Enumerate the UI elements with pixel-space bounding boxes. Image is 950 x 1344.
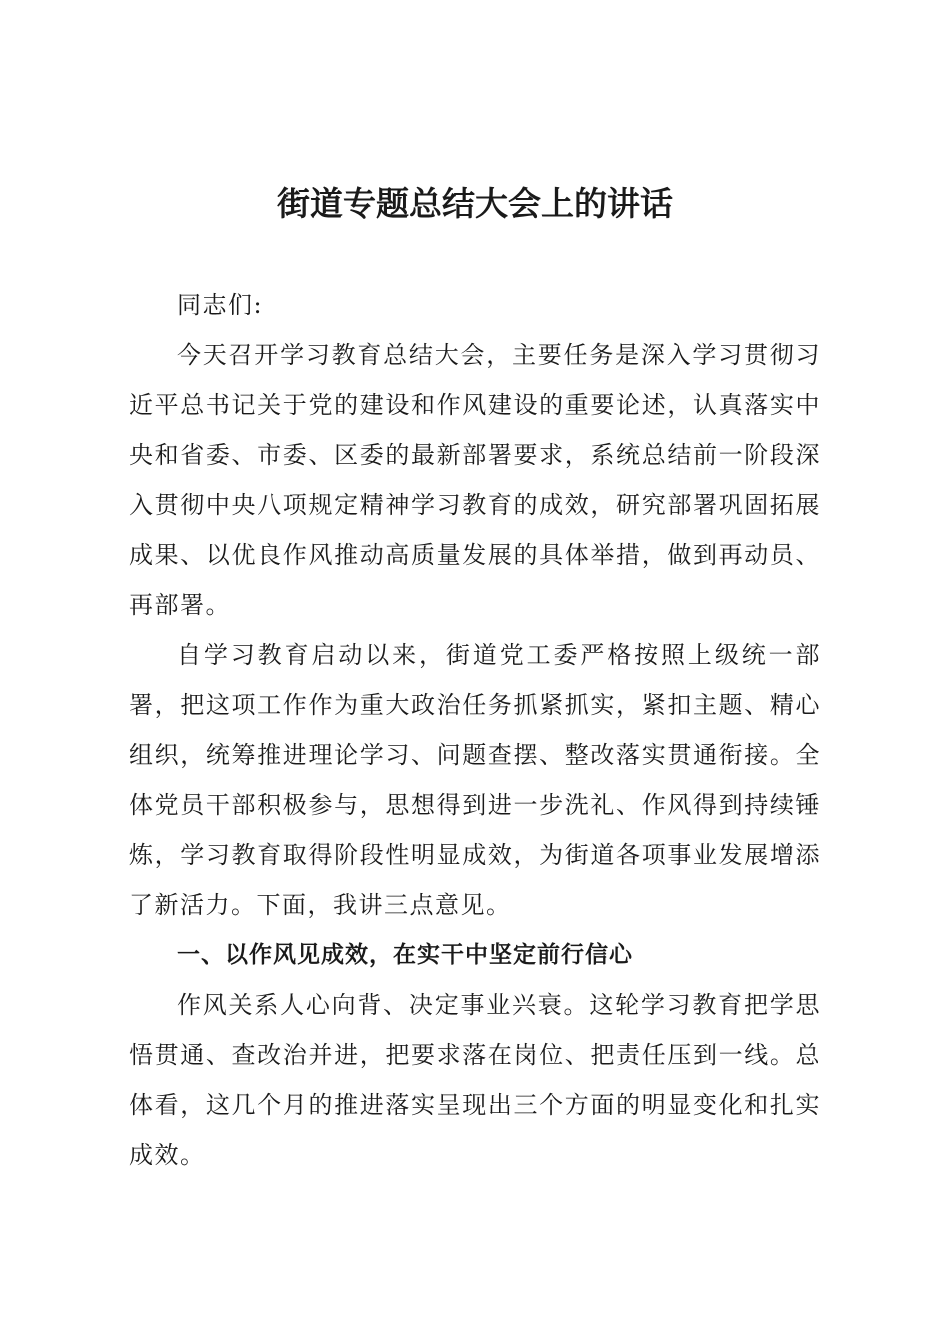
paragraph-overview: 自学习教育启动以来，街道党工委严格按照上级统一部署，把这项工作作为重大政治任务抓紧抓实，紧扣主题、精心组织，统筹推进理论学习、问题查摆、整改落实贯通衔接。全体党员干部积极参与，思想得到进一步洗礼、作风得到持续锤炼，学习教育取得阶段性明显成效，为街道各项事业发展增添了新活力。下面，我讲三点意见。 [129,641,821,919]
section-1-paragraph: 作风关系人心向背、决定事业兴衰。这轮学习教育把学思悟贯通、查改治并进，把要求落在岗位、把责任压到一线。总体看，这几个月的推进落实呈现出三个方面的明显变化和扎实成效。 [129,991,821,1169]
salutation: 同志们: [177,291,264,319]
document-title: 街道专题总结大会上的讲话 [277,184,673,223]
paragraph-intro: 今天召开学习教育总结大会，主要任务是深入学习贯彻习近平总书记关于党的建设和作风建设的重要论述，认真落实中央和省委、市委、区委的最新部署要求，系统总结前一阶段深入贯彻中央八项规定精神学习教育的成效，研究部署巩固拓展成果、以优良作风推动高质量发展的具体举措，做到再动员、再部署。 [129,341,821,619]
document-body [129,280,821,1180]
section-heading-1: 一、以作风见成效，在实干中坚定前行信心 [177,942,633,968]
